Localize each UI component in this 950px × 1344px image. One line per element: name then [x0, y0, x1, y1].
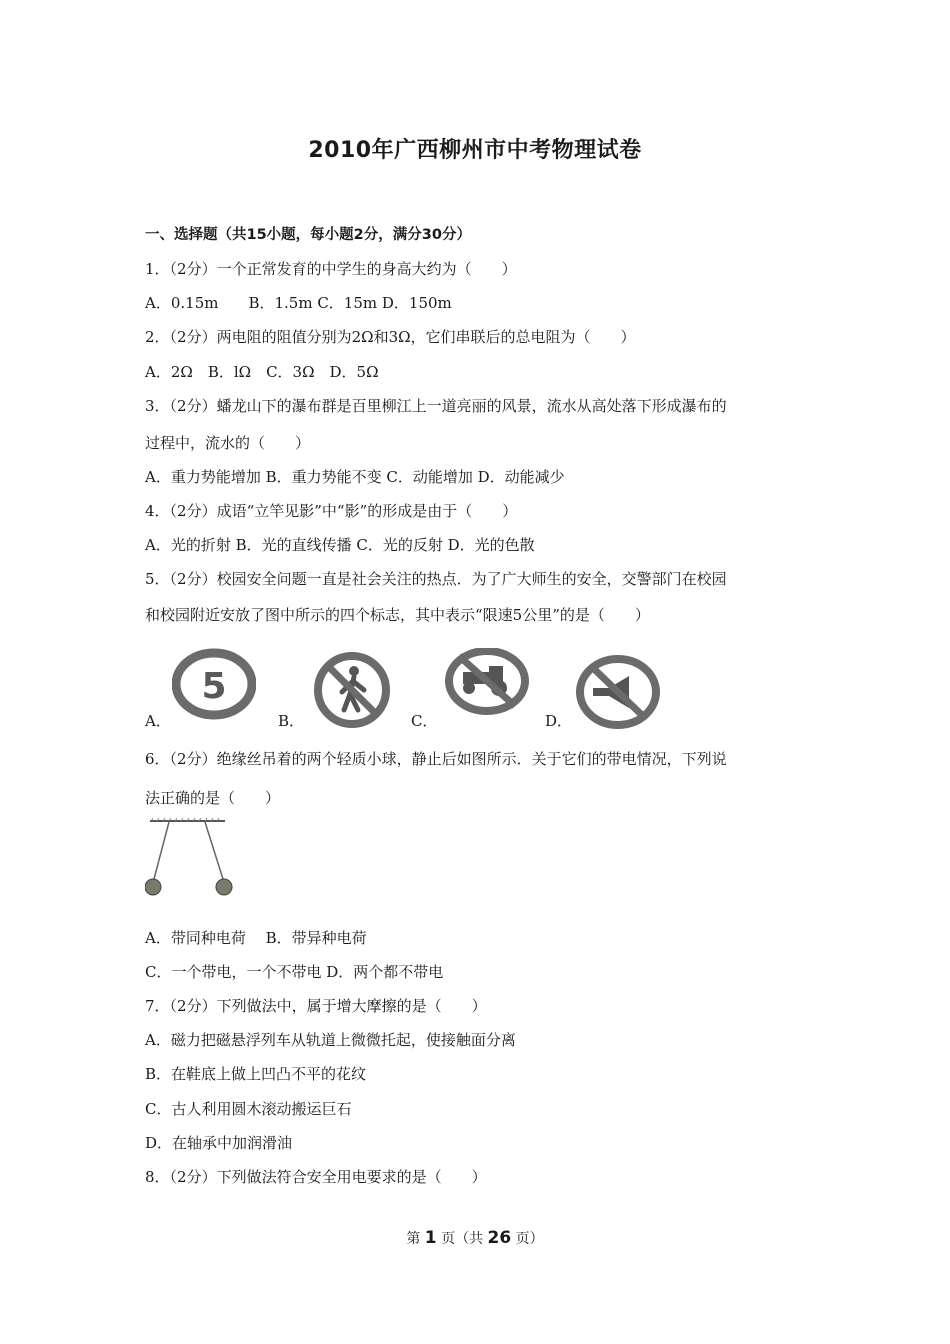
question-7: 7．（2分）下列做法中，属于增大摩擦的是（ ）: [145, 997, 487, 1015]
page-title: 2010年广西柳州市中考物理试卷: [308, 138, 642, 163]
question-6-options-row-2: C．一个带电，一个不带电 D．两个都不带电: [145, 963, 444, 981]
page-footer: [0, 1228, 950, 1248]
question-6-line-2: 法正确的是（ ）: [145, 789, 281, 807]
footer-total-pages: 26: [487, 1228, 512, 1248]
question-7-option-c: C．古人利用圆木滚动搬运巨石: [145, 1100, 352, 1118]
hanging-balls-figure: [145, 817, 245, 899]
question-3-line-1: 3．（2分）蟠龙山下的瀑布群是百里柳江上一道亮丽的风景，流水从高处落下形成瀑布的: [145, 397, 727, 415]
option-a-label: A．: [145, 712, 171, 730]
footer-prefix: 第: [406, 1231, 421, 1247]
question-7-option-b: B．在鞋底上做上凹凸不平的花纹: [145, 1065, 367, 1083]
question-2-options: A．2Ω B．lΩ C．3Ω D．5Ω: [145, 363, 379, 381]
footer-middle: 页（共: [441, 1231, 484, 1247]
question-7-option-a: A．磁力把磁悬浮列车从轨道上微微托起，使接触面分离: [145, 1031, 516, 1049]
sign-a-number: 5: [201, 666, 227, 707]
question-1-options: A．0.15m B．1.5m C．15m D．150m: [145, 294, 452, 312]
question-5-line-2: 和校园附近安放了图中所示的四个标志，其中表示“限速5公里”的是（ ）: [145, 606, 650, 624]
question-4-options: A．光的折射 B．光的直线传播 C．光的反射 D．光的色散: [145, 536, 535, 554]
question-3-line-2: 过程中，流水的（ ）: [145, 434, 311, 452]
traffic-signs-figure: [145, 648, 675, 730]
footer-page-number: 1: [424, 1228, 437, 1248]
question-7-option-d: D．在轴承中加润滑油: [145, 1134, 293, 1152]
question-3-options: A．重力势能增加 B．重力势能不变 C．动能增加 D．动能减少: [145, 468, 565, 486]
option-d-label: D．: [545, 712, 573, 730]
question-8: 8．（2分）下列做法符合安全用电要求的是（ ）: [145, 1168, 487, 1186]
question-5-line-1: 5．（2分）校园安全问题一直是社会关注的热点．为了广大师生的安全，交警部门在校园: [145, 570, 727, 588]
footer-suffix: 页）: [515, 1231, 544, 1247]
option-c-label: C．: [411, 712, 438, 730]
question-6-options-row-1: A．带同种电荷 B．带异种电荷: [145, 929, 367, 947]
option-b-label: B．: [278, 712, 305, 730]
section-heading: 一、选择题（共15小题，每小题2分，满分30分）: [145, 227, 471, 243]
no-tractors-sign-icon: [443, 648, 531, 718]
no-honking-sign-icon: [575, 654, 661, 730]
question-6-line-1: 6．（2分）绝缘丝吊着的两个轻质小球，静止后如图所示．关于它们的带电情况，下列说: [145, 750, 727, 768]
question-4: 4．（2分）成语“立竿见影”中“影”的形成是由于（ ）: [145, 502, 518, 520]
no-pedestrians-sign-icon: [310, 652, 394, 730]
question-2: 2．（2分）两电阻的阻值分别为2Ω和3Ω，它们串联后的总电阻为（ ）: [145, 328, 636, 346]
question-1: 1．（2分）一个正常发育的中学生的身高大约为（ ）: [145, 260, 517, 278]
speed-limit-5-sign-icon: [172, 648, 256, 726]
